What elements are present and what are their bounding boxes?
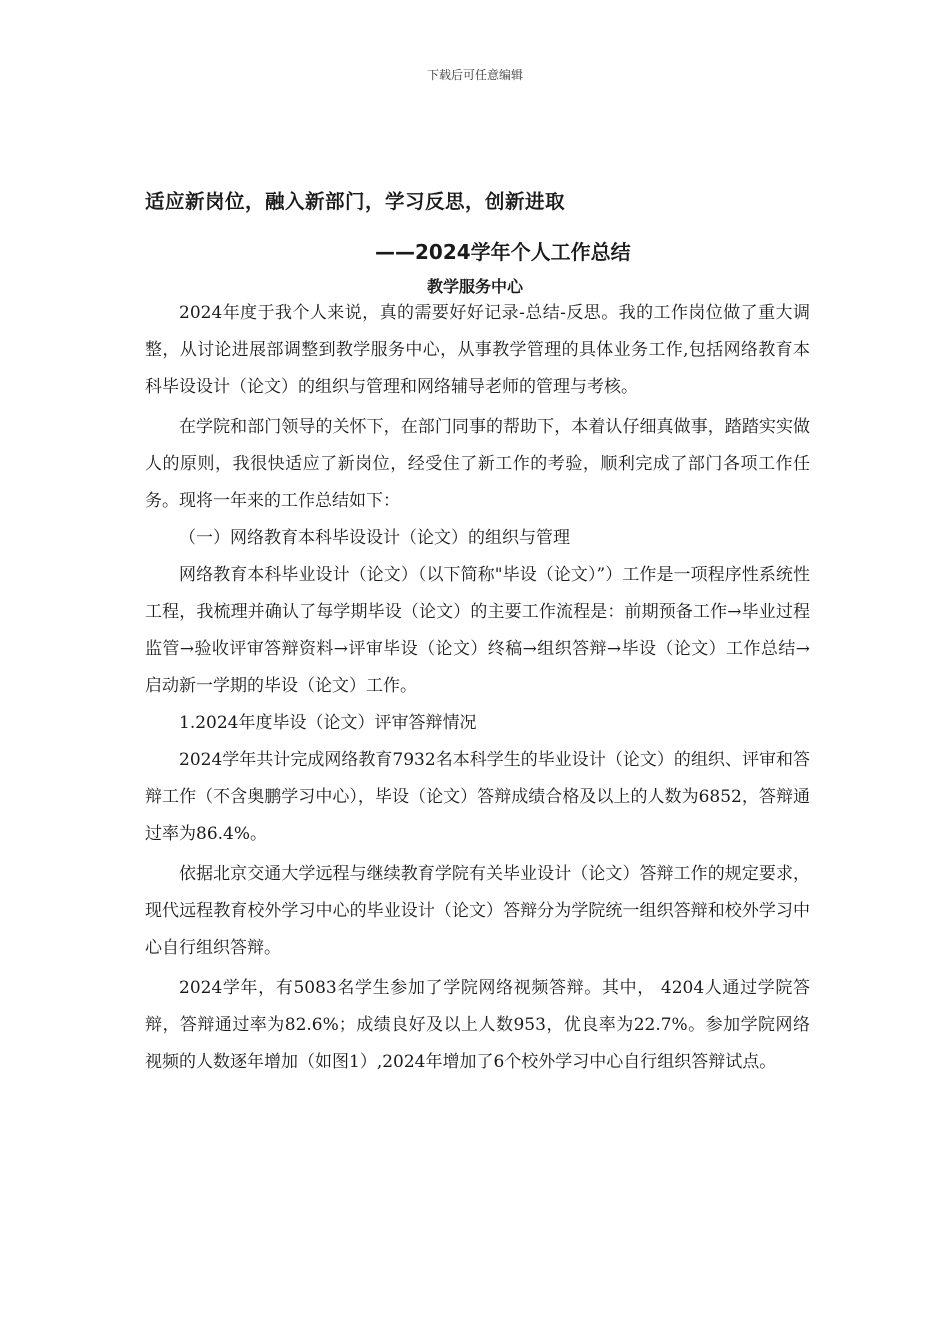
department-name: 教学服务中心 (426, 277, 523, 296)
paragraph-adaptation: 在学院和部门领导的关怀下，在部门同事的帮助下，本着认仔细真做事，踏踏实实做人的原则，我很快适应了新岗位，经受住了新工作的考验，顺利完成了部门各项工作任务。现将一年来的工作总结如下： (145, 417, 810, 511)
header-note: 下载后可任意编辑 (426, 68, 523, 82)
paragraph-statistics: 2024学年共计完成网络教育7932名本科学生的毕业设计（论文）的组织、评审和答辩工作（不含奥鹏学习中心），毕设（论文）答辩成绩合格及以上的人数为6852，答辩通过率为86.4%。 (145, 750, 810, 844)
document-title: 适应新岗位，融入新部门，学习反思，创新进取 (145, 190, 566, 213)
document-subtitle: ——2024学年个人工作总结 (375, 240, 631, 264)
paragraph-video-defense: 2024学年，有5083名学生参加了学院网络视频答辩。其中， 4204人通过学院答辩，答辩通过率为82.6%；成绩良好及以上人数953，优良率为22.7%。参加学院网络视频的人数逐年增加（如图1）,2024年增加了6个校外学习中心自行组织答辩试点。 (145, 978, 810, 1072)
paragraph-regulations: 依据北京交通大学远程与继续教育学院有关毕业设计（论文）答辩工作的规定要求，现代远程教育校外学习中心的毕业设计（论文）答辩分为学院统一组织答辩和校外学习中心自行组织答辩。 (145, 864, 810, 958)
subsection-heading-1: 1.2024年度毕设（论文）评审答辩情况 (179, 713, 477, 733)
paragraph-intro: 2024年度于我个人来说，真的需要好好记录-总结-反思。我的工作岗位做了重大调整，从讨论进展部调整到教学服务中心，从事教学管理的具体业务工作,包括网络教育本科毕设设计（论文）的组织与管理和网络辅导老师的管理与考核。 (145, 303, 810, 397)
paragraph-workflow: 网络教育本科毕业设计（论文）（以下简称"毕设（论文）”）工作是一项程序性系统性工程，我梳理并确认了每学期毕设（论文）的主要工作流程是：前期预备工作→毕业过程监管→验收评审答辩资料→评审毕设（论文）终稿→组织答辩→毕设（论文）工作总结→启动新一学期的毕设（论文）工作。 (145, 565, 810, 696)
document-body (145, 295, 810, 1081)
section-heading-1: （一）网络教育本科毕设设计（论文）的组织与管理 (179, 528, 570, 548)
